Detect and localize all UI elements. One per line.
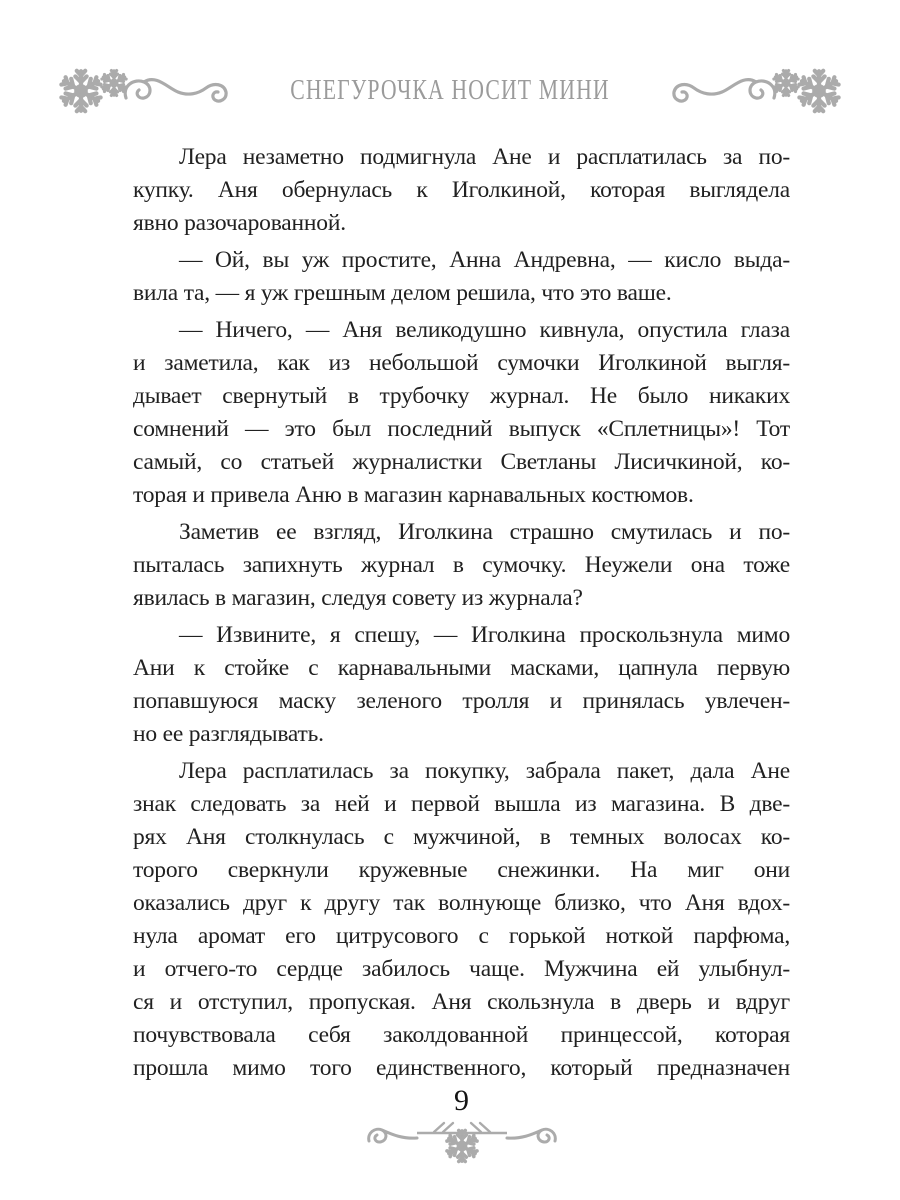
text-line: торого сверкнули кружевные снежинки. На миг они [133, 857, 790, 883]
text-line: торая и привела Аню в магазин карнавальных костюмов. [133, 482, 694, 508]
text-line: Заметив ее взгляд, Иголкина страшно смутилась и по- [179, 519, 790, 545]
text-line: и отчего-то сердце забилось чаще. Мужчина ей улыбнул- [133, 956, 790, 982]
paragraph [133, 619, 790, 751]
footer-snowflake-flourish-icon [362, 1119, 562, 1171]
text-line: но ее разглядывать. [133, 721, 324, 747]
text-line: попавшуюся маску зеленого тролля и принялась увлечен- [133, 688, 790, 714]
text-line: явно разочарованной. [133, 210, 346, 236]
text-line: нула аромат его цитрусового с горькой ноткой парфюма, [133, 923, 790, 949]
text-line: рях Аня столкнулась с мужчиной, в темных волосах ко- [133, 824, 790, 850]
text-line: Лера расплатилась за покупку, забрала пакет, дала Ане [179, 758, 790, 784]
text-line: знак следовать за ней и первой вышла из магазина. В две- [133, 791, 790, 817]
paragraph [133, 314, 790, 512]
snowflakes-flourish-right-icon [671, 58, 846, 122]
text-line: вила та, — я уж грешным делом решила, что это ваше. [133, 280, 672, 306]
text-line: купку. Аня обернулась к Иголкиной, которая выглядела [133, 177, 790, 203]
snowflakes-flourish-left-icon [54, 58, 229, 122]
paragraph [133, 516, 790, 615]
page-footer [133, 1086, 790, 1171]
text-line: явилась в магазин, следуя совету из журнала? [133, 585, 583, 611]
text-line: сомнений — это был последний выпуск «Сплетницы»! Тот [133, 416, 790, 442]
text-line: почувствовала себя заколдованной принцессой, которая [133, 1022, 790, 1048]
text-line: и заметила, как из небольшой сумочки Иголкиной выгля- [133, 350, 790, 376]
body-text [133, 141, 790, 1089]
paragraph [133, 244, 790, 310]
paragraph [133, 755, 790, 1085]
text-line: ся и отступил, пропуская. Аня скользнула в дверь и вдруг [133, 989, 790, 1015]
text-line: Ани к стойке с карнавальными масками, цапнула первую [133, 655, 790, 681]
page-number: 9 [454, 1084, 469, 1117]
text-line: прошла мимо того единственного, который предназначен [133, 1055, 790, 1081]
text-line: Лера незаметно подмигнула Ане и расплатилась за по- [179, 144, 790, 170]
paragraph [133, 141, 790, 240]
text-line: — Ничего, — Аня великодушно кивнула, опустила глаза [179, 317, 790, 343]
text-line: — Ой, вы уж простите, Анна Андревна, — кисло выда- [179, 247, 790, 273]
text-line: самый, со статьей журналистки Светланы Лисичкиной, ко- [133, 449, 790, 475]
text-line: пыталась запихнуть журнал в сумочку. Неужели она тоже [133, 552, 790, 578]
text-line: оказались друг к другу так волнующе близко, что Аня вдох- [133, 890, 790, 916]
text-line: дывает свернутый в трубочку журнал. Не было никаких [133, 383, 790, 409]
running-title: СНЕГУРОЧКА НОСИТ МИНИ [290, 73, 610, 106]
page-header [0, 56, 900, 124]
text-line: — Извините, я спешу, — Иголкина проскользнула мимо [179, 622, 790, 648]
